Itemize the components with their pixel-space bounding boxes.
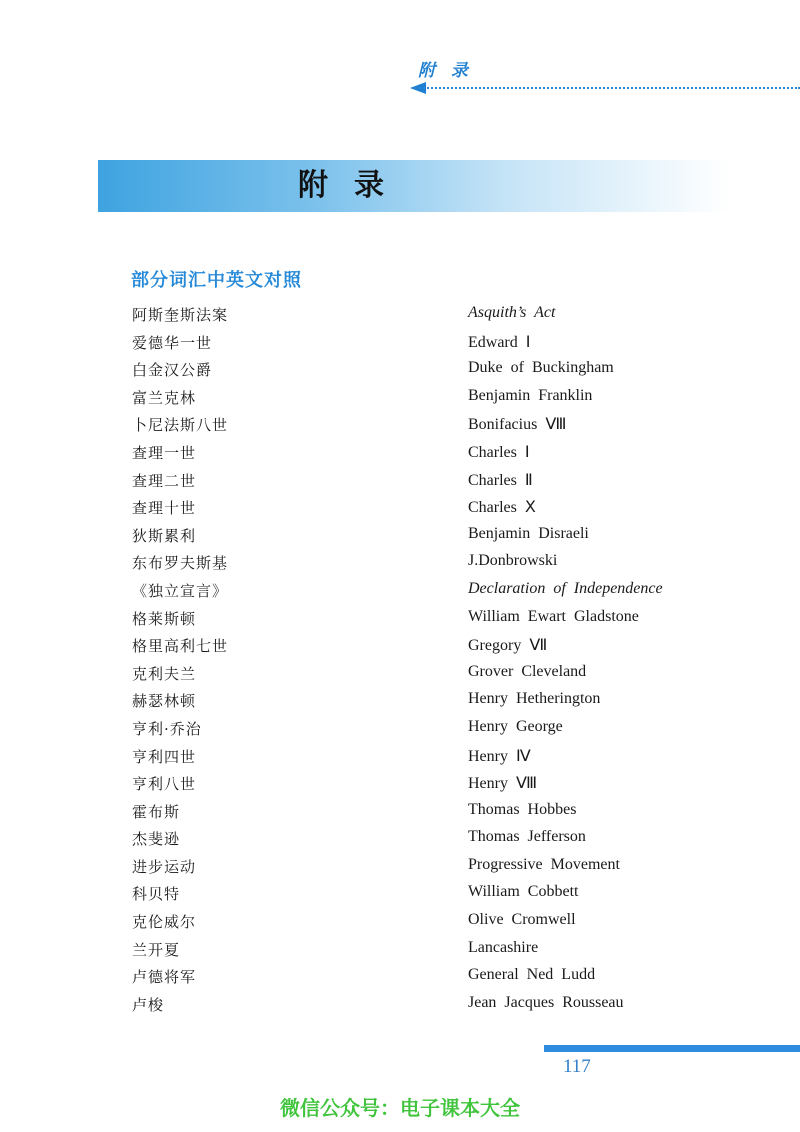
glossary-english-term: Thomas Hobbes	[468, 800, 577, 818]
section-heading: 部分词汇中英文对照	[131, 270, 302, 291]
glossary-row	[0, 881, 800, 909]
glossary-row	[0, 495, 800, 523]
glossary-chinese-term: 科贝特	[132, 885, 181, 904]
glossary-row	[0, 854, 800, 882]
glossary-chinese-term: 亨利·乔治	[132, 719, 202, 738]
watermark-text: 微信公众号：电子课本大全	[280, 1096, 520, 1120]
glossary-english-term: General Ned Ludd	[468, 966, 596, 984]
page-title: 附录	[298, 168, 410, 203]
glossary-row	[0, 302, 800, 330]
glossary-chinese-term: 爱德华一世	[132, 333, 213, 352]
glossary-english-term: Benjamin Franklin	[468, 386, 593, 404]
glossary-row	[0, 909, 800, 937]
glossary-english-term: Jean Jacques Rousseau	[468, 993, 624, 1011]
glossary-english-term: Declaration of Independence	[468, 579, 663, 597]
footer-bar	[544, 1045, 800, 1052]
glossary-row	[0, 440, 800, 468]
glossary-row	[0, 468, 800, 496]
glossary-chinese-term: 查理一世	[132, 443, 197, 462]
glossary-chinese-term: 查理十世	[132, 499, 197, 518]
glossary-english-term: Charles Ⅱ	[468, 471, 533, 489]
glossary-row	[0, 716, 800, 744]
glossary-list	[0, 302, 800, 1019]
glossary-row	[0, 688, 800, 716]
glossary-row	[0, 578, 800, 606]
glossary-chinese-term: 亨利四世	[132, 747, 197, 766]
glossary-row	[0, 330, 800, 358]
title-band	[98, 160, 730, 212]
glossary-english-term: Benjamin Disraeli	[468, 524, 589, 542]
glossary-english-term: Edward Ⅰ	[468, 333, 531, 351]
glossary-chinese-term: 杰斐逊	[132, 830, 181, 849]
glossary-chinese-term: 白金汉公爵	[132, 361, 213, 380]
header-dotted-rule	[412, 87, 800, 89]
glossary-row	[0, 744, 800, 772]
glossary-english-term: Gregory Ⅶ	[468, 637, 548, 655]
glossary-chinese-term: 狄斯累利	[132, 526, 197, 545]
glossary-chinese-term: 赫瑟林顿	[132, 692, 197, 711]
glossary-chinese-term: 卜尼法斯八世	[132, 416, 229, 435]
glossary-row	[0, 550, 800, 578]
glossary-english-term: Charles Ⅹ	[468, 499, 536, 517]
glossary-english-term: Grover Cleveland	[468, 662, 587, 680]
glossary-chinese-term: 霍布斯	[132, 802, 181, 821]
glossary-english-term: Charles Ⅰ	[468, 443, 530, 461]
glossary-english-term: William Ewart Gladstone	[468, 607, 639, 625]
glossary-chinese-term: 《独立宣言》	[132, 581, 229, 600]
glossary-chinese-term: 卢梭	[132, 995, 165, 1014]
glossary-english-term: J.Donbrowski	[468, 552, 558, 570]
glossary-english-term: Henry Ⅷ	[468, 775, 538, 793]
glossary-row	[0, 992, 800, 1020]
glossary-row	[0, 771, 800, 799]
page-number: 117	[563, 1056, 591, 1077]
glossary-english-term: Lancashire	[468, 938, 539, 956]
glossary-english-term: Henry Hetherington	[468, 690, 601, 708]
glossary-chinese-term: 查理二世	[132, 471, 197, 490]
glossary-chinese-term: 进步运动	[132, 857, 197, 876]
glossary-row	[0, 412, 800, 440]
glossary-english-term: Progressive Movement	[468, 855, 620, 873]
glossary-chinese-term: 格里高利七世	[132, 637, 229, 656]
glossary-chinese-term: 阿斯奎斯法案	[132, 306, 229, 324]
glossary-row	[0, 385, 800, 413]
glossary-english-term: William Cobbett	[468, 883, 579, 901]
glossary-english-term: Asquith’s Act	[468, 304, 556, 321]
glossary-chinese-term: 兰开夏	[132, 940, 181, 959]
glossary-english-term: Bonifacius Ⅷ	[468, 416, 567, 434]
glossary-chinese-term: 富兰克林	[132, 388, 197, 407]
glossary-english-term: Henry Ⅳ	[468, 747, 531, 765]
glossary-english-term: Duke of Buckingham	[468, 359, 614, 377]
running-head: 附 录	[418, 61, 473, 81]
glossary-row	[0, 937, 800, 965]
glossary-chinese-term: 卢德将军	[132, 968, 197, 987]
glossary-chinese-term: 亨利八世	[132, 775, 197, 794]
glossary-english-term: Thomas Jefferson	[468, 828, 586, 846]
glossary-chinese-term: 东布罗夫斯基	[132, 554, 229, 573]
glossary-chinese-term: 克伦威尔	[132, 913, 197, 932]
glossary-chinese-term: 格莱斯顿	[132, 609, 197, 628]
glossary-row	[0, 661, 800, 689]
glossary-row	[0, 523, 800, 551]
glossary-row	[0, 826, 800, 854]
glossary-row	[0, 799, 800, 827]
glossary-chinese-term: 克利夫兰	[132, 664, 197, 683]
glossary-row	[0, 964, 800, 992]
glossary-row	[0, 633, 800, 661]
glossary-row	[0, 606, 800, 634]
glossary-english-term: Olive Cromwell	[468, 911, 576, 929]
glossary-row	[0, 357, 800, 385]
glossary-english-term: Henry George	[468, 717, 563, 735]
